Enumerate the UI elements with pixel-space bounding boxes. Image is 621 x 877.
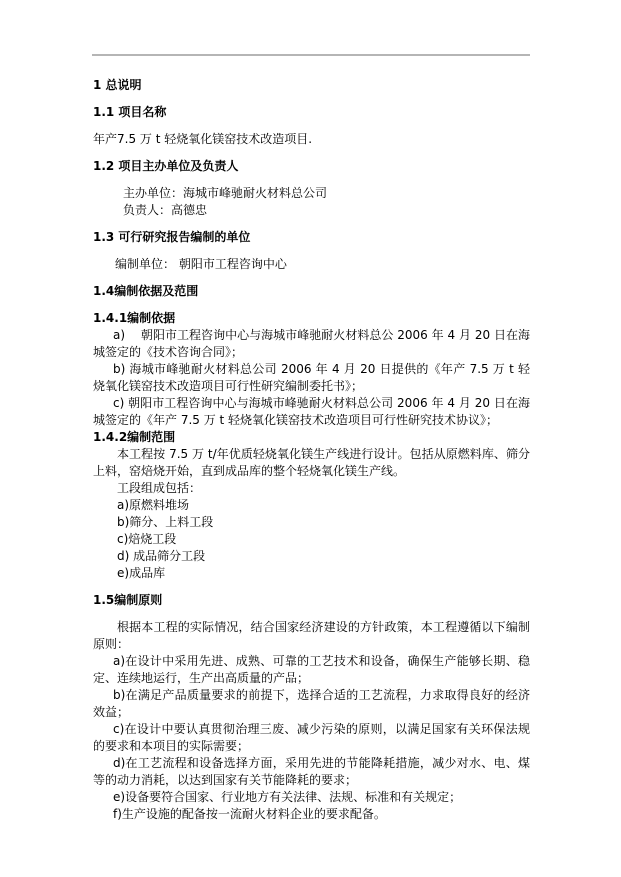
- basis-item-b: b) 海城市峰驰耐火材料总公司 2006 年 4 月 20 日提供的《年产 7.5 万 t 轻烧氧化镁窑技术改造项目可行性研究编制委托书》；: [93, 362, 530, 393]
- heading-1-4-basis-scope: 1.4编制依据及范围: [93, 284, 199, 298]
- principles-intro: 根据本工程的实际情况，结合国家经济建设的方针政策，本工程遵循以下编制原则：: [93, 620, 530, 651]
- principle-item-a: a)在设计中采用先进、成熟、可靠的工艺技术和设备，确保生产能够长期、稳定、连续地运行，生产出高质量的产品；: [93, 654, 530, 685]
- principle-item-d: d)在工艺流程和设备选择方面，采用先进的节能降耗措施，减少对水、电、煤等的动力消耗，以达到国家有关节能降耗的要求；: [93, 756, 530, 787]
- scope-item-d: d) 成品筛分工段: [117, 549, 206, 563]
- heading-1-4-2-scope: 1.4.2编制范围: [93, 430, 176, 444]
- scope-item-b: b)筛分、上料工段: [117, 515, 214, 529]
- basis-item-c: c) 朝阳市工程咨询中心与海城市峰驰耐火材料总公司 2006 年 4 月 20 日在海城签定的《年产 7.5 万 t 轻烧氧化镁窑技术改造项目可行性研究技术协议》；: [93, 396, 530, 427]
- line-principal: 负责人：高德忠: [123, 203, 208, 217]
- scope-item-a: a)原燃料堆场: [117, 498, 190, 512]
- principle-item-b: b)在满足产品质量要求的前提下，选择合适的工艺流程，力求取得良好的经济效益；: [93, 688, 530, 719]
- heading-1-3-report-compiler: 1.3 可行研究报告编制的单位: [93, 230, 251, 244]
- scope-item-e: e)成品库: [117, 566, 166, 580]
- document-content: [93, 77, 530, 823]
- heading-1-general: 1 总说明: [93, 78, 142, 92]
- heading-1-2-organizer: 1.2 项目主办单位及负责人: [93, 159, 239, 173]
- line-compiler-unit: 编制单位： 朝阳市工程咨询中心: [115, 257, 287, 271]
- heading-1-1-project-name: 1.1 项目名称: [93, 105, 167, 119]
- paragraph-project-name: 年产7.5 万 t 轻烧氧化镁窑技术改造项目.: [93, 132, 313, 146]
- scope-item-c: c)焙烧工段: [117, 532, 177, 546]
- basis-item-a: a) 朝阳市工程咨询中心与海城市峰驰耐火材料总公 2006 年 4 月 20 日在海城签定的《技术咨询合同》；: [93, 328, 530, 359]
- principle-item-f: f)生产设施的配备按一流耐火材料企业的要求配备。: [113, 807, 386, 821]
- principle-item-e: e)设备要符合国家、行业地方有关法律、法规、标准和有关规定；: [113, 790, 462, 804]
- heading-1-5-principles: 1.5编制原则: [93, 593, 163, 607]
- page-header-rule: [92, 54, 530, 56]
- line-organizer-unit: 主办单位：海城市峰驰耐火材料总公司: [123, 186, 328, 200]
- scope-paragraph-1: 本工程按 7.5 万 t/年优质轻烧氧化镁生产线进行设计。包括从原燃料库、筛分上料，窑焙烧开始，直到成品库的整个轻烧氧化镁生产线。: [93, 447, 530, 478]
- scope-paragraph-2: 工段组成包括：: [117, 481, 202, 495]
- principle-item-c: c)在设计中要认真贯彻治理三废、减少污染的原则，以满足国家有关环保法规的要求和本项目的实际需要；: [93, 722, 530, 753]
- heading-1-4-1-basis: 1.4.1编制依据: [93, 311, 176, 325]
